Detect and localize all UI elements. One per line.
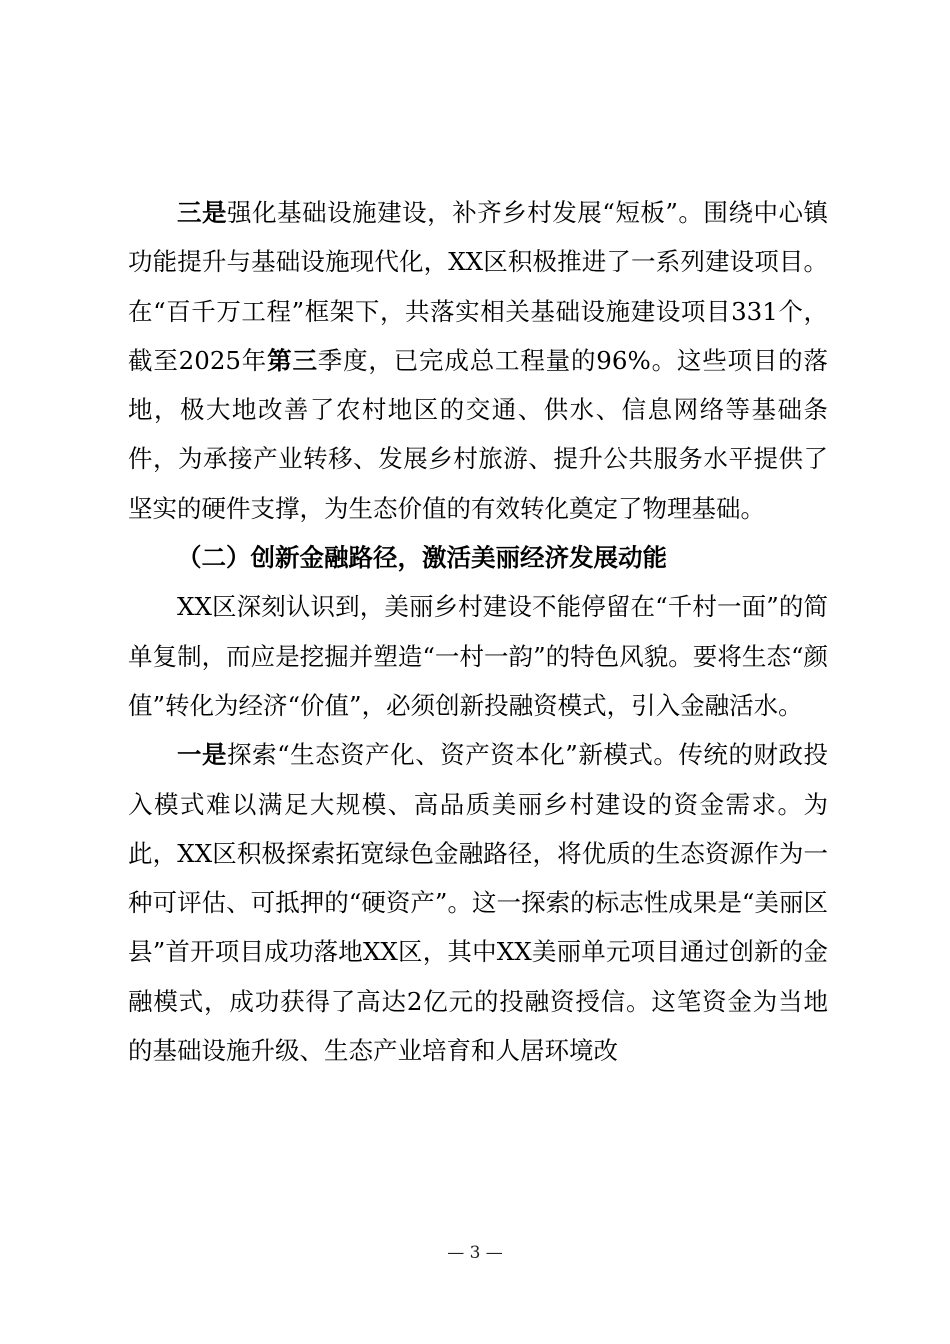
paragraph-eco-asset — [128, 730, 828, 1075]
paragraph-lead-bold: 一是 — [177, 740, 228, 770]
paragraph-finance-intro: XX区深刻认识到，美丽乡村建设不能停留在“千村一面”的简单复制，而应是挖掘并塑造“一村一韵”的特色风貌。要将生态“颜值”转化为经济“价值”，必须创新投融资模式，引入金融活水。 — [128, 592, 828, 720]
page-number: — 3 — — [447, 1243, 503, 1263]
paragraph-text: 强化基础设施建设，补齐乡村发展“短板”。围绕中心镇功能提升与基础设施现代化，XX区积极推进了一系列建设项目。在“百千万工程”框架下，共落实相关基础设施建设项目331个，截至2025年 — [128, 198, 828, 375]
paragraph-inline-bold: 第三 — [267, 345, 318, 375]
section-heading: （二）创新金融路径，激活美丽经济发展动能 — [177, 543, 667, 573]
paragraph-lead-bold: 三是 — [177, 198, 228, 227]
document-body — [128, 188, 828, 1075]
paragraph-text: 探索“生态资产化、资产资本化”新模式。传统的财政投入模式难以满足大规模、高品质美丽乡村建设的资金需求。为此，XX区积极探索拓宽绿色金融路径，将优质的生态资源作为一种可评估、可抵押的“硬资产”。这一探索的标志性成果是“美丽区县”首开项目成功落地XX区，其中XX美丽单元项目通过创新的金融模式，成功获得了高达2亿元的投融资授信。这笔资金为当地的基础设施升级、生态产业培育和人居环境改 — [128, 740, 828, 1066]
paragraph-infrastructure — [128, 188, 828, 533]
paragraph-text-tail: 季度，已完成总工程量的96%。这些项目的落地，极大地改善了农村地区的交通、供水、信息网络等基础条件，为承接产业转移、发展乡村旅游、提升公共服务水平提供了坚实的硬件支撑，为生态价值的有效转化奠定了物理基础。 — [128, 345, 828, 523]
